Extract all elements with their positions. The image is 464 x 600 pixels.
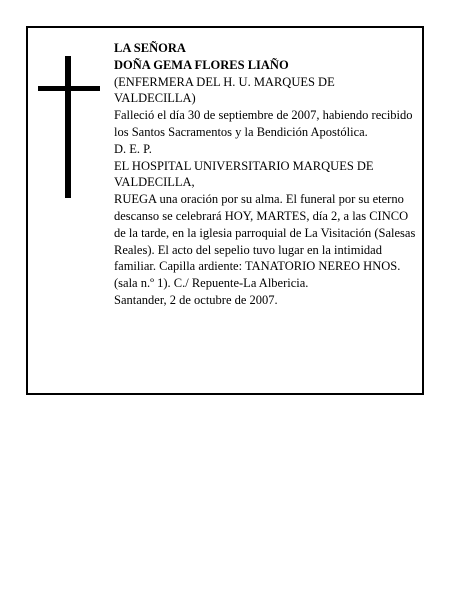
notice-text	[114, 40, 418, 309]
deceased-occupation: (ENFERMERA DEL H. U. MARQUES DE VALDECILLA)	[114, 74, 335, 106]
institution-name: EL HOSPITAL UNIVERSITARIO MARQUES DE VALDECILLA,	[114, 158, 374, 190]
place-date: Santander, 2 de octubre de 2007.	[114, 292, 278, 307]
rip-line: D. E. P.	[114, 141, 152, 156]
death-statement: Falleció el día 30 de septiembre de 2007, habiendo recibido los Santos Sacramentos y la Bendición Apostólica.	[114, 108, 413, 139]
obituary-notice	[26, 26, 424, 395]
notice-heading: LA SEÑORA	[114, 41, 186, 55]
funeral-request: RUEGA una oración por su alma. El funeral por su eterno descanso se celebrará HOY, MARTES, día 2, a las CINCO de la tarde, en la iglesia parroquial de La Visitación (Salesas Reales). El acto del sepelio tuvo lugar en la intimidad familiar. Capilla ardiente: TANATORIO NEREO HNOS. (sala n.º 1). C./ Repuente-La Albericia.	[114, 192, 416, 291]
deceased-name: DOÑA GEMA FLORES LIAÑO	[114, 57, 289, 72]
cross-icon	[38, 56, 100, 198]
